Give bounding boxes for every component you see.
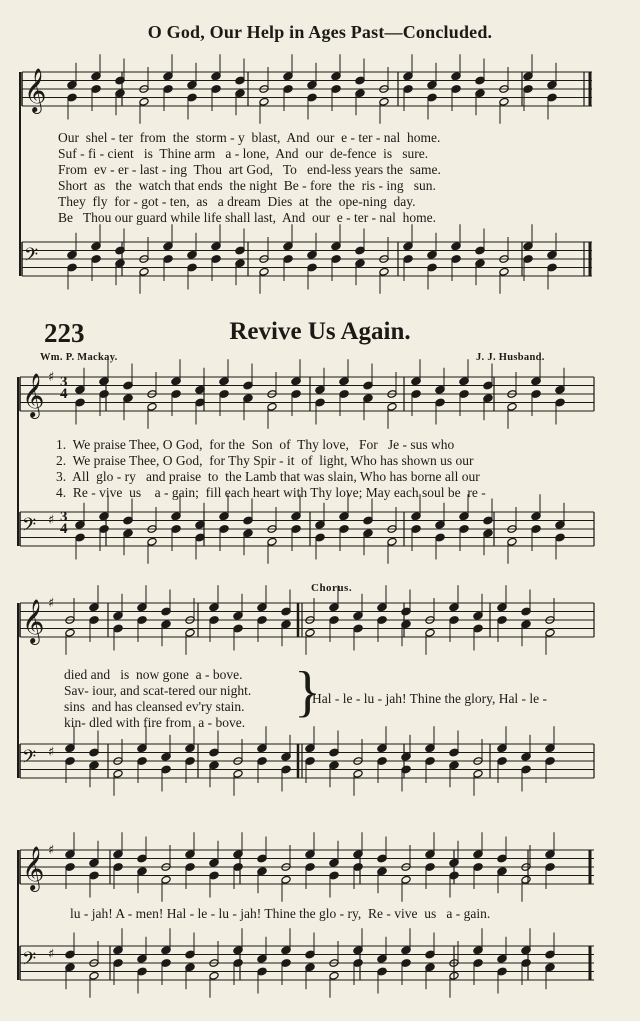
verse-ending-line: died and is now gone a - bove. — [64, 667, 243, 682]
bass-clef-icon: 𝄢 — [22, 747, 37, 772]
verse-line: 2. We praise Thee, O God, for Thy Spir - it of light, Who has shown us our — [56, 453, 474, 468]
sharp-icon: ♯ — [48, 370, 55, 385]
lyric-line: Our shel - ter from the storm - y blast, And our e - ter - nal home. — [58, 130, 441, 145]
lyric-line: Be Thou our guard while life shall last, And our e - ter - nal home. — [58, 210, 437, 225]
sharp-icon: ♯ — [48, 513, 55, 528]
sharp-icon: ♯ — [48, 596, 55, 611]
author-credit: Wm. P. Mackay. — [40, 352, 118, 363]
time-signature: 4 — [60, 521, 68, 537]
time-signature: 4 — [60, 386, 68, 402]
bass-clef-icon: 𝄢 — [22, 515, 37, 540]
verse-line: 3. All glo - ry and praise to the Lamb that was slain, Who has borne all our — [56, 469, 480, 484]
lyric-line: Short as the watch that ends the night Be - fore the ris - ing sun. — [58, 178, 436, 193]
lyric-line: Suf - fi - cient is Thine arm a - lone, And our de-fence is sure. — [58, 146, 429, 161]
lyric-line: From ev - er - last - ing Thou art God, To end-less years the same. — [58, 162, 441, 177]
treble-clef-icon: 𝄞 — [24, 68, 47, 112]
verse-ending-line: sins and has cleansed ev'ry stain. — [64, 699, 245, 714]
bass-clef-icon: 𝄢 — [24, 245, 39, 270]
section-title: O God, Our Help in Ages Past—Concluded. — [147, 22, 493, 42]
verse-line: 4. Re - vive us a - gain; fill each heart with Thy love; May each soul be re - — [56, 485, 486, 500]
sharp-icon: ♯ — [48, 843, 55, 858]
hymn-title: Revive Us Again. — [229, 318, 411, 345]
chorus-text: Hal - le - lu - jah! Thine the glory, Hal - le - — [312, 691, 548, 706]
composer-credit: J. J. Husband. — [476, 352, 545, 363]
lyric-line: They fly for - got - ten, as a dream Dies at the ope-ning day. — [58, 194, 416, 209]
sharp-icon: ♯ — [48, 745, 55, 760]
treble-clef-icon: 𝄞 — [22, 599, 45, 643]
verse-ending-line: Sav- iour, and scat-tered our night. — [64, 683, 252, 698]
verse-ending-line: kin- dled with fire from a - bove. — [64, 715, 246, 730]
time-signature: 3 — [60, 509, 68, 525]
hymn-number: 223 — [44, 318, 85, 348]
treble-clef-icon: 𝄞 — [22, 846, 45, 890]
bass-clef-icon: 𝄢 — [22, 949, 37, 974]
sharp-icon: ♯ — [48, 947, 55, 962]
treble-clef-icon: 𝄞 — [22, 373, 45, 417]
verse-line: 1. We praise Thee, O God, for the Son of Thy love, For Je - sus who — [56, 437, 455, 452]
time-signature: 3 — [60, 374, 68, 390]
chorus-label: Chorus. — [311, 582, 353, 594]
chorus-text: lu - jah! A - men! Hal - le - lu - jah! Thine the glo - ry, Re - vive us a - gain. — [70, 906, 491, 921]
chorus-brace: } — [294, 661, 321, 723]
